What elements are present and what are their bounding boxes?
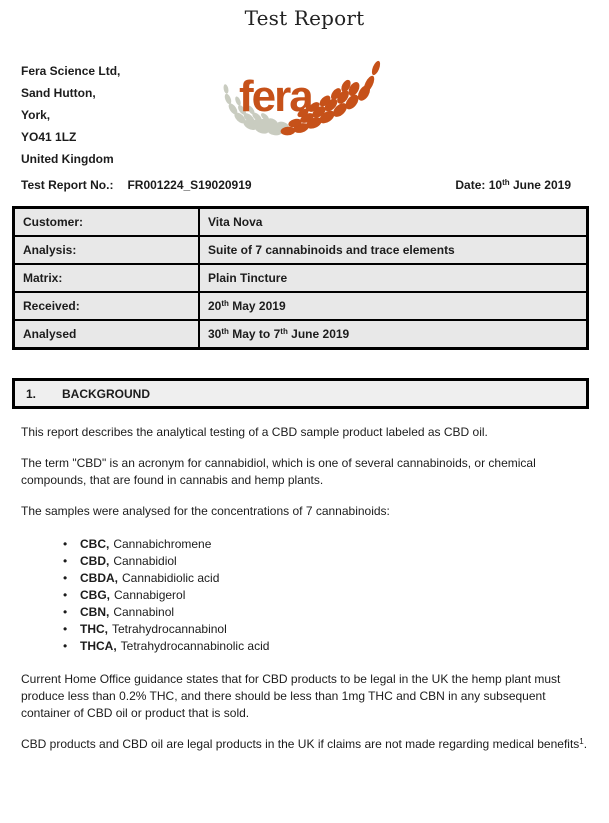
cannabinoid-name: Cannabidiolic acid (122, 571, 220, 585)
row-label: Received: (14, 292, 200, 320)
row-value: 30th May to 7th June 2019 (199, 320, 588, 349)
sample-info-table (12, 206, 589, 350)
address-line: YO41 1LZ (21, 130, 77, 144)
bullet-icon: • (63, 588, 68, 602)
table-row (14, 264, 588, 292)
paragraph: Current Home Office guidance states that for CBD products to be legal in the UK the hemp plant must produce less than 0.2% THC, and there should be less than 1mg THC and CBN in any subsequent container of CBD oil or product that is sold. (21, 672, 561, 720)
page-title: Test Report (244, 6, 365, 30)
cannabinoid-name: Cannabigerol (114, 588, 186, 602)
cannabinoid-list (21, 536, 593, 655)
report-number (21, 178, 252, 192)
cannabinoid-abbr: CBD, (80, 554, 110, 568)
cannabinoid-item (21, 536, 593, 553)
fera-logo (217, 57, 395, 145)
row-value: 20th May 2019 (199, 292, 588, 320)
background-section-body (21, 424, 593, 767)
row-label: Customer: (14, 208, 200, 237)
report-number-row (21, 178, 571, 192)
paragraph-with-footnote: CBD products and CBD oil are legal products in the UK if claims are not made regarding medical benefits$^1$. (21, 737, 588, 751)
row-label: Analysis: (14, 236, 200, 264)
row-value: Plain Tincture (199, 264, 588, 292)
bullet-icon: • (63, 622, 68, 636)
cannabinoid-name: Tetrahydrocannabinol (112, 622, 227, 636)
cannabinoid-item (21, 587, 593, 604)
cannabinoid-item (21, 621, 593, 638)
bullet-icon: • (63, 605, 68, 619)
paragraph: The samples were analysed for the concentrations of 7 cannabinoids: (21, 504, 390, 518)
cannabinoid-name: Tetrahydrocannabinolic acid (120, 639, 270, 653)
cannabinoid-item (21, 553, 593, 570)
table-row (14, 236, 588, 264)
report-no-label: Test Report No.: (21, 178, 114, 192)
table-row (14, 208, 588, 237)
cannabinoid-name: Cannabichromene (113, 537, 212, 551)
address-line: United Kingdom (21, 152, 114, 166)
cannabinoid-abbr: CBG, (80, 588, 110, 602)
bullet-icon: • (63, 639, 68, 653)
bullet-icon: • (63, 554, 68, 568)
footnote-marker: 1 (579, 737, 584, 746)
address-line: Sand Hutton, (21, 86, 96, 100)
section-title: BACKGROUND (62, 386, 150, 401)
table-row (14, 292, 588, 320)
report-no-value: FR001224_S19020919 (127, 178, 252, 192)
row-label: Matrix: (14, 264, 200, 292)
cannabinoid-name: Cannabidiol (113, 554, 177, 568)
address-line: Fera Science Ltd, (21, 64, 121, 78)
address-block (21, 60, 120, 170)
table-row (14, 320, 588, 349)
section-number: 1. (26, 386, 37, 401)
cannabinoid-item (21, 570, 593, 587)
cannabinoid-abbr: THC, (80, 622, 108, 636)
cannabinoid-item (21, 604, 593, 621)
cannabinoid-abbr: CBDA, (80, 571, 118, 585)
row-label: Analysed (14, 320, 200, 349)
row-value: Suite of 7 cannabinoids and trace elements (199, 236, 588, 264)
paragraph: The term "CBD" is an acronym for cannabidiol, which is one of several cannabinoids, or chemical compounds, that are found in cannabis and hemp plants. (21, 456, 536, 487)
report-date: Date: 10th June 2019 (455, 178, 571, 192)
cannabinoid-abbr: CBC, (80, 537, 110, 551)
cannabinoid-abbr: CBN, (80, 605, 110, 619)
cannabinoid-name: Cannabinol (113, 605, 175, 619)
bullet-icon: • (63, 571, 68, 585)
address-line: York, (21, 108, 51, 122)
fera-logo-text: fera (239, 72, 312, 121)
cannabinoid-abbr: THCA, (80, 639, 117, 653)
cannabinoid-item (21, 638, 593, 655)
row-value: Vita Nova (199, 208, 588, 237)
bullet-icon: • (63, 537, 68, 551)
fera-logo-graphic (217, 57, 395, 145)
section-header-background (12, 378, 589, 409)
paragraph: This report describes the analytical testing of a CBD sample product labeled as CBD oil. (21, 425, 488, 439)
